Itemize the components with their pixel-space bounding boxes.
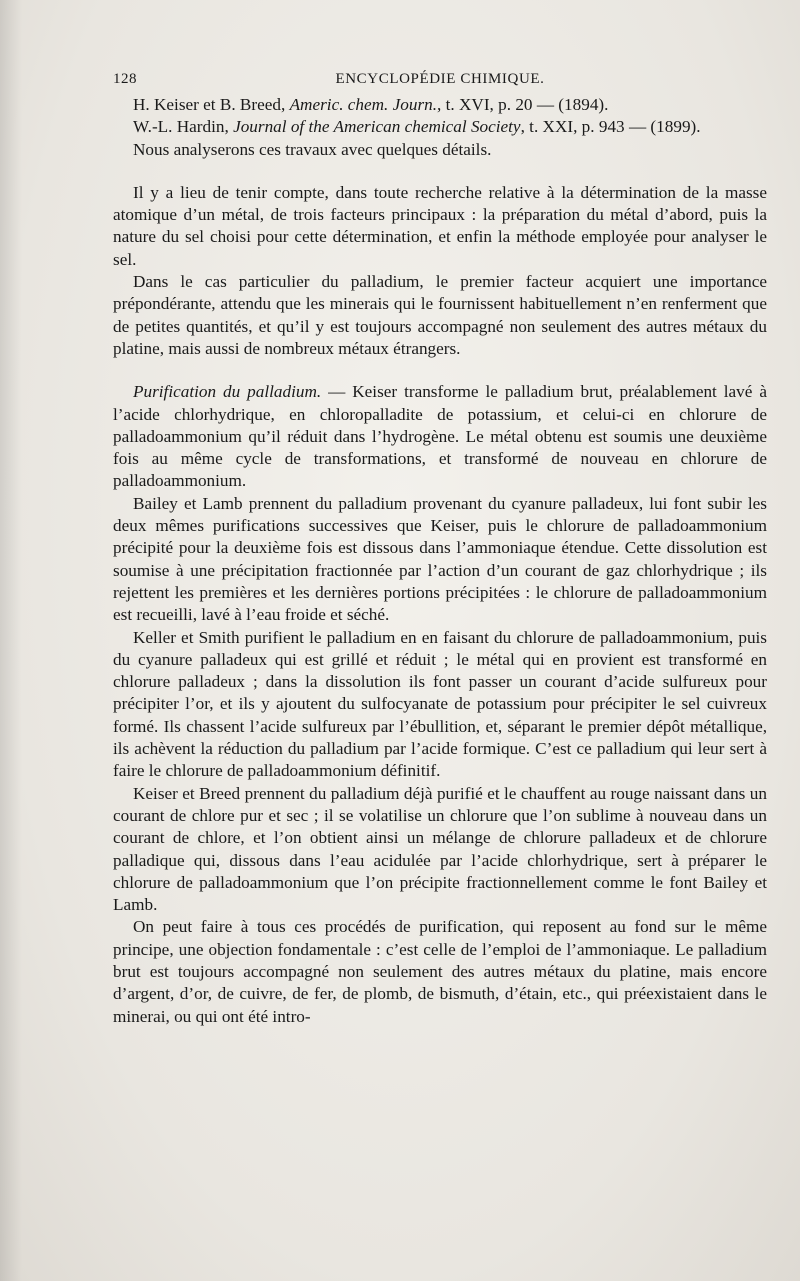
ref2-details: , t. XXI, p. 943 — (1899). xyxy=(520,117,701,137)
paragraph-purification xyxy=(113,381,767,492)
ref1-journal: Americ. chem. Journ. xyxy=(289,95,438,114)
ref1-authors: H. Keiser et B. Breed, xyxy=(133,95,290,114)
reference-keiser-breed xyxy=(113,94,767,116)
paragraph-bailey-lamb: Bailey et Lamb prennent du palladium provenant du cyanure palladeux, lui font subir les deux mêmes purifications successives que Keiser, puis le chlorure de palladoammonium précipité pour la deuxième fois est dissous dans l’ammoniaque étendue. Cette dissolution est soumise à une précipitation fractionnée par l’action d’un courant de gaz chlorhydrique ; ils rejettent les premières et les dernières portions précipitées : le chlorure de palladoammonium est recueilli, lavé à l’eau froide et séché. xyxy=(113,493,767,625)
paragraph-factors: Il y a lieu de tenir compte, dans toute recherche relative à la détermination de la masse atomique d’un métal, de trois facteurs principaux : la préparation du métal d’abord, puis la nature du sel choisi pour cette détermination, et enfin la méthode employée pour analyser le sel. xyxy=(113,182,767,269)
section-gap xyxy=(113,360,767,381)
page-header xyxy=(113,68,767,92)
paragraph-keiser-breed: Keiser et Breed prennent du palladium déjà purifié et le chauffent au rouge naissant dans un courant de chlore pur et sec ; il se volatilise un chlorure que l’on sublime à nouveau dans un courant de chlore, et l’on obtient ainsi un mélange de chlorure palladeux et de chlorure palladique qui, dissous dans l’eau acidulée par l’acide chlorhydrique, sert à préparer le chlorure de palladoammonium que l’on précipite fractionnellement comme le font Bailey et Lamb. xyxy=(113,783,767,915)
ref2-journal: Journal of the American chemical Society xyxy=(233,117,521,137)
intro-line: Nous analyserons ces travaux avec quelques détails. xyxy=(133,139,492,159)
ref1-details: , t. XVI, p. 20 — (1894). xyxy=(437,95,609,114)
section-gap xyxy=(113,161,767,182)
page-content xyxy=(113,68,767,1028)
paragraph-objection: On peut faire à tous ces procédés de purification, qui reposent au fond sur le même principe, une objection fondamentale : c’est celle de l’emploi de l’ammoniaque. Le palladium brut est toujours accompagné non seulement des autres métaux du platine, mais encore d’argent, d’or, de cuivre, de fer, de plomb, de bismuth, d’étain, etc., qui préexistaient dans le minerai, ou qui ont été intro- xyxy=(113,917,767,1026)
reference-hardin xyxy=(113,116,767,138)
paragraph-keller-smith: Keller et Smith purifient le palladium en en faisant du chlorure de palladoammonium, puis du cyanure palladeux qui est grillé et réduit ; le métal qui en provient est transformé en chlorure palladeux ; dans la dissolution ils font passer un courant d’acide sulfureux pour précipiter l’or, et ils y ajoutent du sulfocyanate de potassium pour précipiter le sel cuivreux formé. Ils chassent l’acide sulfureux par l’ébullition, et, séparant le premier dépôt métallique, ils achèvent la réduction du palladium par l’acide formique. C’est ce palladium qui leur sert à faire le chlorure de palladoammonium définitif. xyxy=(113,627,767,781)
page-shadow xyxy=(0,0,22,1281)
running-title: ENCYCLOPÉDIE CHIMIQUE. xyxy=(335,71,545,87)
paragraph-palladium-case: Dans le cas particulier du palladium, le premier facteur acquiert une importance prépondérante, attendu que les minerais qui le fournissent habituellement n’en renferment que de petites quantités, et qu’il y est toujours accompagné non seulement des autres métaux du platine, mais aussi de nombreux métaux étrangers. xyxy=(113,272,767,358)
ref2-authors: W.-L. Hardin, xyxy=(133,117,234,137)
subheading-purification: Purification du palladium. xyxy=(133,382,322,402)
page-number: 128 xyxy=(113,71,137,87)
purification-text: — Keiser transforme le palladium brut, préalablement lavé à l’acide chlorhydrique, en chloropalladite de potassium, et celui-ci en chlorure de palladoammonium qu’il réduit dans l’hydrogène. Le métal obtenu est soumis une deuxième fois au même cycle de transformations, et transformé de nouveau en chlorure de palladoammonium. xyxy=(113,382,767,491)
